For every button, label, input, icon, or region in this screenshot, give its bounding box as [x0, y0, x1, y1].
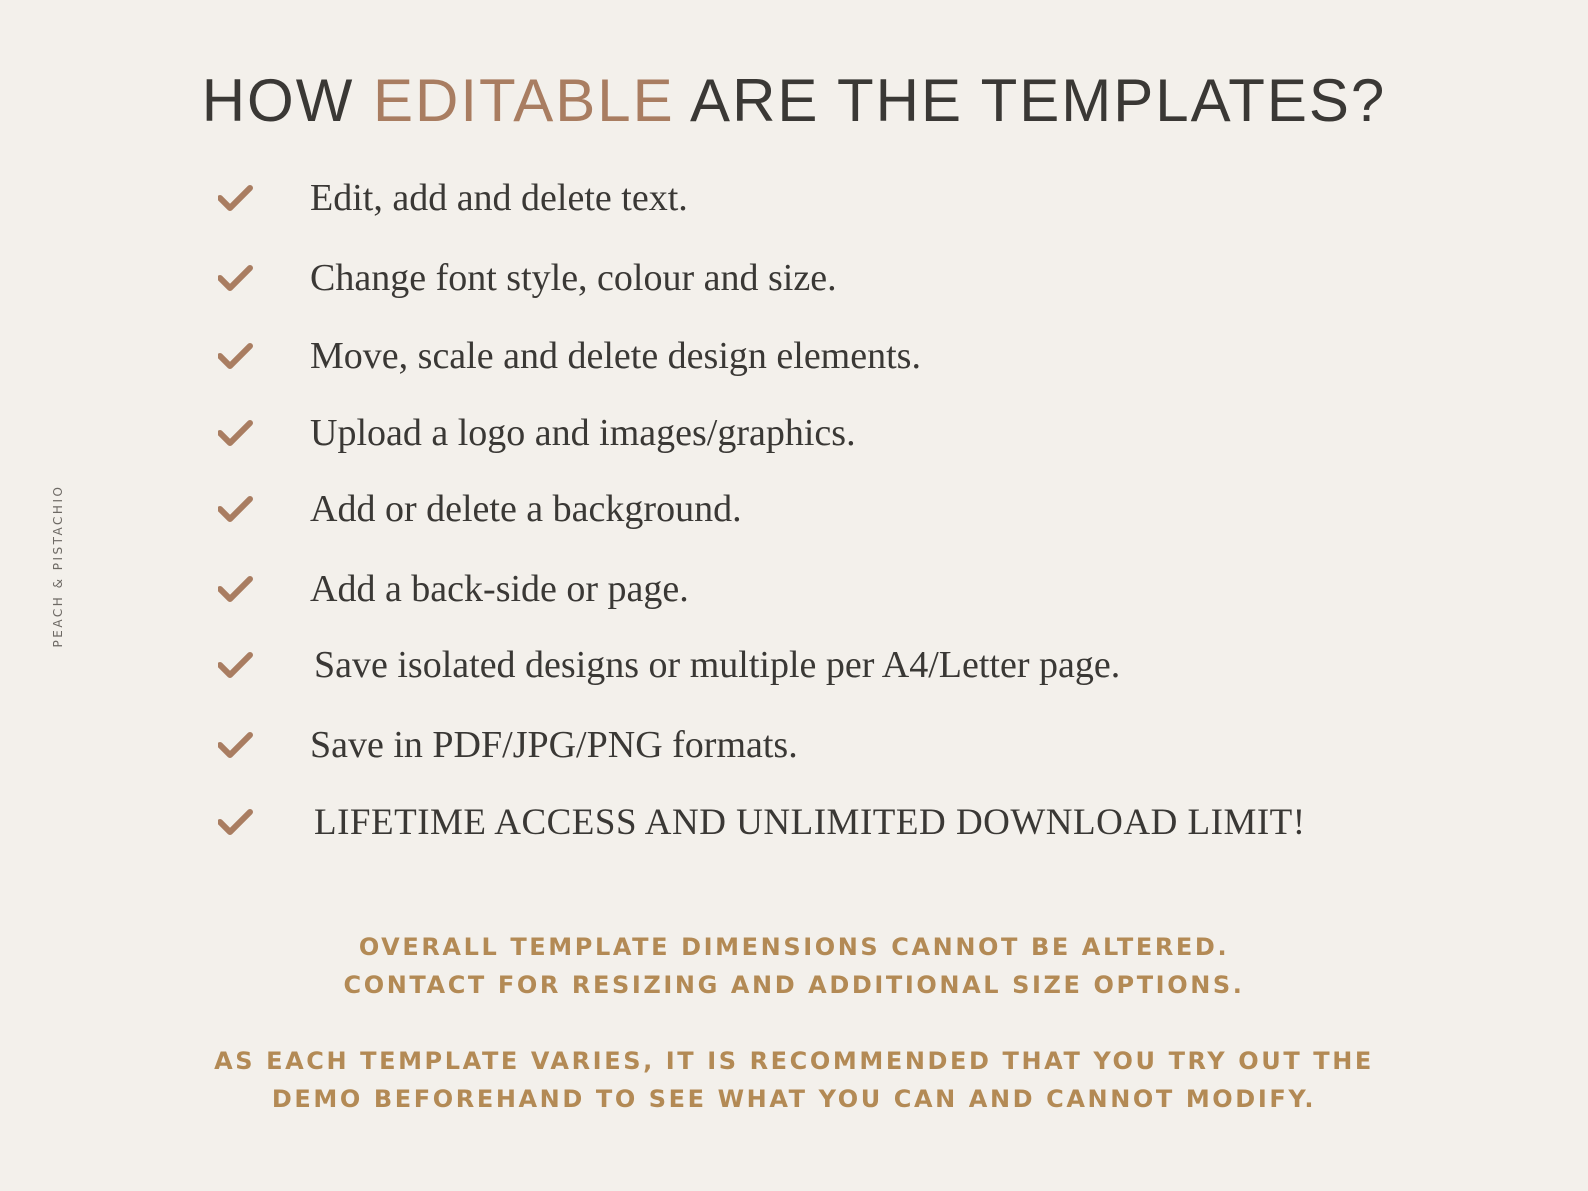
check-icon — [218, 494, 254, 524]
feature-item — [218, 715, 798, 775]
feature-item — [218, 403, 856, 463]
feature-label: LIFETIME ACCESS AND UNLIMITED DOWNLOAD LIMIT! — [314, 801, 1306, 843]
brand-side-label: PEACH & PISTACHIO — [51, 484, 65, 648]
check-icon — [218, 807, 254, 837]
title-prefix: HOW — [201, 67, 374, 134]
feature-label: Change font style, colour and size. — [310, 257, 837, 299]
feature-item — [218, 559, 689, 619]
feature-label: Add a back-side or page. — [310, 568, 689, 610]
check-icon — [218, 418, 254, 448]
notice-line: OVERALL TEMPLATE DIMENSIONS CANNOT BE ALTERED. — [358, 933, 1230, 961]
check-icon — [218, 183, 254, 213]
feature-label: Save in PDF/JPG/PNG formats. — [310, 724, 798, 766]
notice-line: CONTACT FOR RESIZING AND ADDITIONAL SIZE OPTIONS. — [343, 971, 1245, 999]
check-icon — [218, 263, 254, 293]
feature-item — [218, 635, 1121, 695]
title-accent-word: EDITABLE — [373, 67, 675, 134]
check-icon — [218, 650, 254, 680]
feature-label: Upload a logo and images/graphics. — [310, 412, 856, 454]
feature-label: Move, scale and delete design elements. — [310, 335, 921, 377]
check-icon — [218, 341, 254, 371]
feature-item — [218, 168, 688, 228]
title-suffix: ARE THE TEMPLATES? — [674, 67, 1387, 134]
feature-item — [218, 248, 837, 308]
feature-label: Save isolated designs or multiple per A4/Letter page. — [314, 644, 1121, 686]
notice-line: AS EACH TEMPLATE VARIES, IT IS RECOMMENDED THAT YOU TRY OUT THE — [214, 1047, 1374, 1075]
feature-item — [218, 479, 742, 539]
dimensions-notice — [0, 928, 1588, 1004]
notice-line: DEMO BEFOREHAND TO SEE WHAT YOU CAN AND CANNOT MODIFY. — [271, 1085, 1317, 1113]
check-icon — [218, 574, 254, 604]
feature-label: Add or delete a background. — [310, 488, 742, 530]
feature-item — [218, 792, 1306, 852]
feature-item — [218, 326, 921, 386]
demo-notice — [0, 1042, 1588, 1118]
feature-label: Edit, add and delete text. — [310, 177, 688, 219]
check-icon — [218, 730, 254, 760]
